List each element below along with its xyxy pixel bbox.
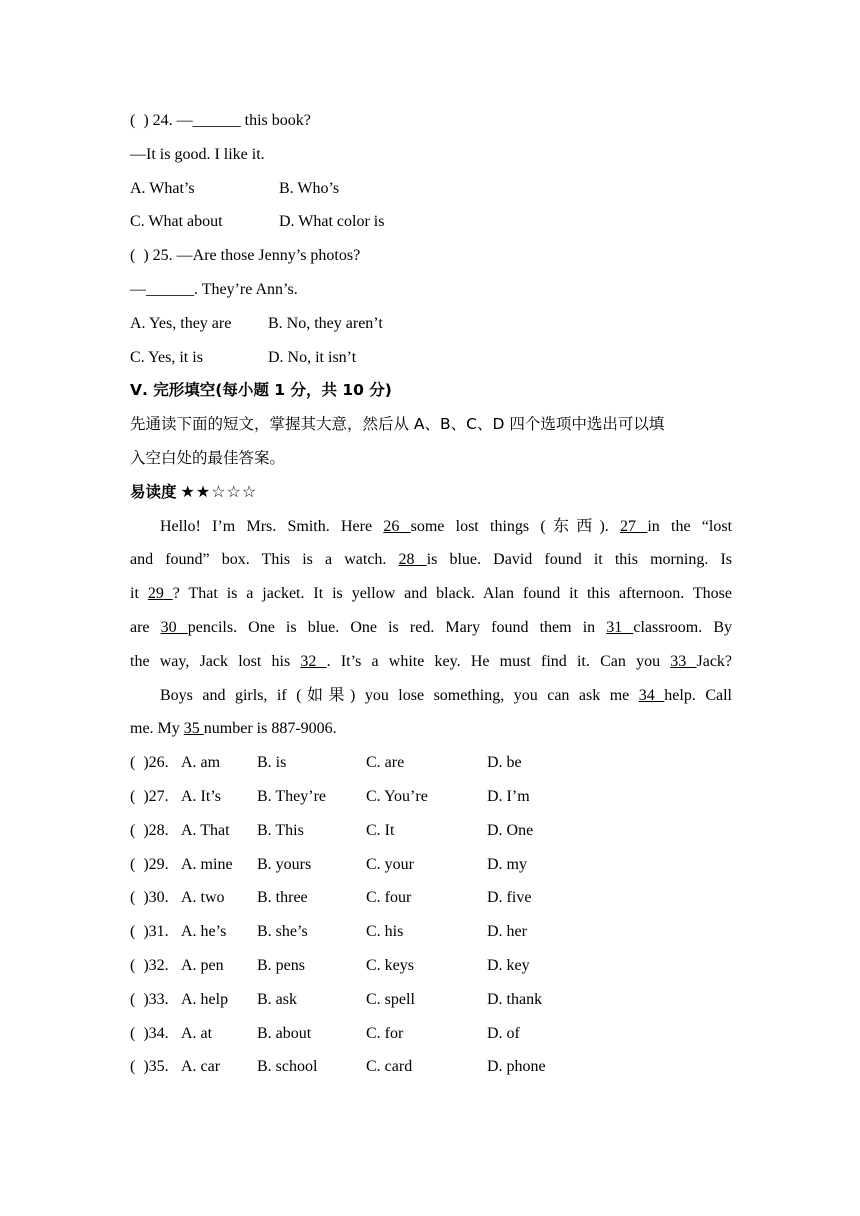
cloze-question-row [130, 780, 732, 814]
option-b: B. three [257, 889, 308, 907]
question-reply: —It is good. I like it. [130, 145, 265, 163]
option-b: B. They’re [257, 787, 327, 805]
difficulty-label: 易读度 [130, 482, 177, 501]
option-d: D. What color is [279, 213, 385, 231]
option-d: D. be [487, 754, 522, 772]
blank-28: 28 [398, 551, 427, 569]
blank-34: 34 [638, 686, 665, 704]
option-c: C. for [366, 1024, 404, 1042]
option-c: C. What about [130, 213, 223, 231]
blank-32: 32 [300, 652, 327, 670]
star-rating: ★★☆☆☆ [180, 483, 258, 501]
question-number: ( )29. [130, 855, 169, 873]
option-d: D. One [487, 821, 534, 839]
blank-26: 26 [383, 517, 411, 535]
blank-35: 35 [183, 720, 204, 738]
question-number: ( )32. [130, 956, 169, 974]
cloze-question-row [130, 881, 732, 915]
option-d: D. her [487, 923, 527, 941]
option-c: C. keys [366, 956, 414, 974]
question-number: ( )27. [130, 787, 169, 805]
option-c: C. Yes, it is [130, 348, 203, 366]
question-text: —______ this book? [176, 112, 311, 129]
question-reply: —______. They’re Ann’s. [130, 280, 298, 298]
question-24: ( ) 24. —______ this book? [130, 112, 311, 129]
section-instruction: 先通读下面的短文，掌握其大意，然后从 A、B、C、D 四个选项中选出可以填 [130, 415, 665, 434]
cloze-question-row [130, 1017, 732, 1051]
question-number: ( )30. [130, 889, 169, 907]
option-b: B. yours [257, 855, 312, 873]
option-c: C. his [366, 923, 404, 941]
option-b: B. Who’s [279, 179, 340, 197]
option-d: D. thank [487, 990, 543, 1008]
option-c: C. It [366, 821, 395, 839]
option-d: D. key [487, 956, 530, 974]
cloze-question-row [130, 814, 732, 848]
question-number: ( )28. [130, 821, 169, 839]
question-number: ( )34. [130, 1024, 169, 1042]
blank-33: 33 [670, 652, 697, 670]
option-b: B. school [257, 1058, 318, 1076]
question-number: ( )26. [130, 754, 169, 772]
passage-line: Hello! I’m Mrs. Smith. Here 26 some lost things (东西). 27 in the “lost [160, 517, 733, 535]
option-a: A. Yes, they are [130, 314, 232, 332]
cloze-question-row [130, 1050, 732, 1084]
option-a: A. That [181, 821, 230, 839]
section-title: Ⅴ. 完形填空(每小题 1 分，共 10 分) [130, 381, 392, 400]
option-a: A. he’s [181, 923, 227, 941]
option-b: B. ask [257, 990, 297, 1008]
options-row [130, 172, 732, 206]
option-b: B. This [257, 821, 304, 839]
document-page [130, 104, 732, 1084]
option-a: A. help [181, 990, 229, 1008]
options-row [130, 341, 732, 375]
question-text: —Are those Jenny’s photos? [176, 247, 361, 265]
option-d: D. five [487, 889, 532, 907]
option-a: A. am [181, 754, 221, 772]
option-b: B. pens [257, 956, 305, 974]
option-a: A. at [181, 1024, 213, 1042]
option-a: A. mine [181, 855, 233, 873]
option-c: C. card [366, 1058, 413, 1076]
option-c: C. You’re [366, 787, 428, 805]
cloze-options-list [130, 746, 732, 1084]
cloze-question-row [130, 915, 732, 949]
blank-27: 27 [620, 517, 648, 535]
option-c: C. four [366, 889, 412, 907]
passage-line: Boys and girls, if (如果) you lose something, you can ask me 34 help. Call [160, 686, 732, 704]
cloze-question-row [130, 746, 732, 780]
option-a: A. pen [181, 956, 224, 974]
passage-line: it 29 ? That is a jacket. It is yellow and black. Alan found it this afternoon. Those [130, 585, 733, 603]
cloze-question-row [130, 848, 732, 882]
question-number: ( )35. [130, 1058, 169, 1076]
passage-line: are 30 pencils. One is blue. One is red. Mary found them in 31 classroom. By [130, 618, 733, 636]
section-instruction: 入空白处的最佳答案。 [130, 448, 286, 467]
cloze-question-row [130, 983, 732, 1017]
option-c: C. your [366, 855, 414, 873]
question-number: ( )33. [130, 990, 169, 1008]
option-b: B. No, they aren’t [268, 314, 383, 332]
passage-line: the way, Jack lost his 32 . It’s a white key. He must find it. Can you 33 Jack? [130, 652, 733, 670]
option-a: A. What’s [130, 179, 195, 197]
blank-31: 31 [606, 618, 634, 636]
question-25: ( ) 25. —Are those Jenny’s photos? [130, 247, 361, 265]
option-c: C. are [366, 754, 405, 772]
option-a: A. two [181, 889, 225, 907]
option-a: A. It’s [181, 787, 221, 805]
option-b: B. is [257, 754, 287, 772]
question-number: 25 [152, 247, 169, 265]
cloze-question-row [130, 949, 732, 983]
blank-30: 30 [160, 618, 188, 636]
passage-line: me. My 35 number is 887-9006. [130, 720, 337, 738]
options-row [130, 307, 732, 341]
question-number: ( )31. [130, 923, 169, 941]
option-d: D. No, it isn’t [268, 348, 357, 366]
question-number: 24 [152, 112, 169, 129]
option-d: D. I’m [487, 787, 530, 805]
option-d: D. of [487, 1024, 520, 1042]
option-d: D. my [487, 855, 527, 873]
option-d: D. phone [487, 1058, 546, 1076]
option-c: C. spell [366, 990, 415, 1008]
option-b: B. about [257, 1024, 312, 1042]
options-row [130, 205, 732, 239]
option-b: B. she’s [257, 923, 308, 941]
blank-29: 29 [147, 585, 173, 603]
option-a: A. car [181, 1058, 221, 1076]
difficulty-rating [130, 476, 732, 510]
passage-line: and found” box. This is a watch. 28 is blue. David found it this morning. Is [130, 551, 732, 569]
